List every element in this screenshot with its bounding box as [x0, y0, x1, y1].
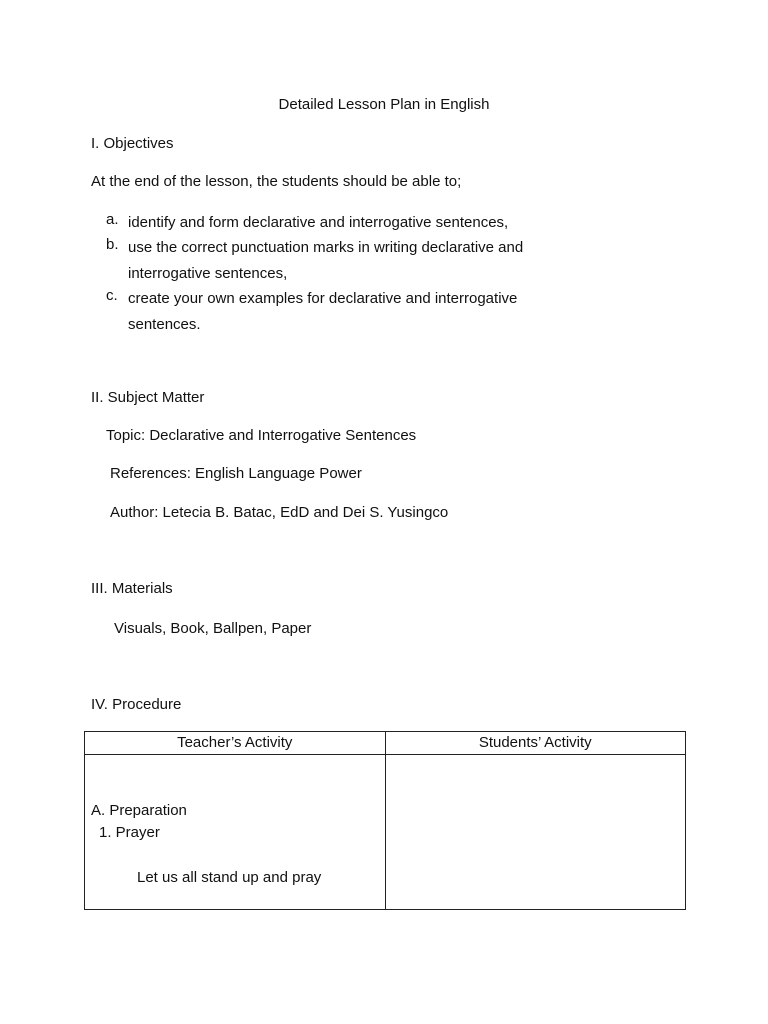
materials-list: Visuals, Book, Ballpen, Paper — [114, 620, 312, 637]
list-marker: c. — [106, 287, 118, 304]
objectives-intro: At the end of the lesson, the students should be able to; — [91, 173, 462, 190]
teacher-activity-cell — [85, 755, 386, 910]
objective-text: identify and form declarative and interrogative sentences, — [128, 214, 509, 231]
author-line: Author: Letecia B. Batac, EdD and Dei S. Yusingco — [110, 504, 449, 521]
students-activity-cell — [385, 755, 686, 910]
table-row — [85, 755, 686, 910]
teacher-activity-header: Teacher’s Activity — [85, 732, 386, 755]
prayer-step: 1. Prayer — [99, 824, 160, 841]
objective-text: create your own examples for declarative and interrogative sentences. — [128, 290, 518, 333]
subject-matter-heading: II. Subject Matter — [91, 389, 205, 406]
list-marker: a. — [106, 211, 119, 228]
materials-heading: III. Materials — [91, 580, 173, 597]
document-title: Detailed Lesson Plan in English — [278, 96, 490, 113]
students-activity-header: Students’ Activity — [385, 732, 686, 755]
objective-text: use the correct punctuation marks in writing declarative and interrogative sentences, — [128, 239, 524, 282]
objectives-heading: I. Objectives — [91, 135, 174, 152]
preparation-label: A. Preparation — [91, 802, 187, 819]
procedure-heading: IV. Procedure — [91, 696, 182, 713]
teacher-instruction: Let us all stand up and pray — [137, 869, 322, 886]
references-line: References: English Language Power — [110, 465, 362, 482]
procedure-table — [84, 731, 686, 910]
table-header-row — [85, 732, 686, 755]
list-marker: b. — [106, 236, 119, 253]
topic-line: Topic: Declarative and Interrogative Sentences — [106, 427, 417, 444]
